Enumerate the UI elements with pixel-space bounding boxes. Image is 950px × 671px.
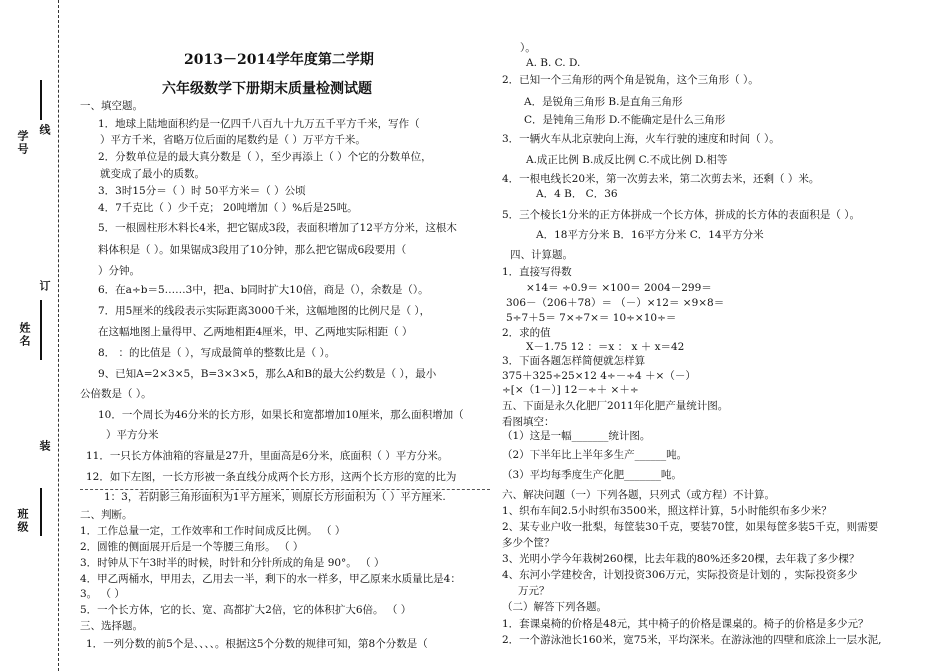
- right-text-line: A. B. C. D.: [526, 57, 581, 69]
- left-text-line: 公倍数是（ ）。: [80, 388, 152, 400]
- name-blank: [40, 300, 42, 360]
- right-text-line: A.成正比例 B.成反比例 C.不成比例 D.相等: [526, 154, 728, 166]
- left-column: [80, 0, 490, 671]
- left-text-line: 二、判断。: [80, 509, 133, 521]
- right-text-line: 2、某专业户收一批梨，每筐装30千克，要装70筐，如果每筐多装5千克，则需要: [502, 521, 879, 533]
- right-text-line: 万元？: [518, 585, 550, 597]
- right-text-line: ）。: [520, 42, 536, 54]
- right-text-line: （2）下半年比上半年多生产______吨。: [502, 449, 688, 461]
- right-text-line: A．18平方分米 B．16平方分米 C．14平方分米: [536, 229, 764, 241]
- right-text-line: 1．直接写得数: [502, 266, 572, 278]
- binding-line: [58, 0, 59, 671]
- right-text-line: （1）这是一幅_______统计图。: [502, 430, 651, 442]
- left-text-line: ）分钟。: [98, 265, 140, 277]
- right-text-line: 375＋325÷25×12 4÷－÷4 ＋×（－）: [502, 370, 696, 382]
- right-text-line: 多少个筐？: [502, 537, 555, 549]
- left-text-line: 一、填空题。: [80, 100, 143, 112]
- right-text-line: 四、计算题。: [510, 249, 573, 261]
- right-text-line: 3．一辆火车从北京驶向上海，火车行驶的速度和时间（ ）。: [502, 133, 780, 145]
- exam-title: 六年级数学下册期末质量检测试题: [162, 81, 372, 97]
- right-text-line: 看图填空：: [502, 416, 555, 428]
- left-text-line: 三、选择题。: [80, 620, 143, 632]
- left-text-line: 9、已知A=2×3×5，B=3×3×5，那么A和B的最大公约数是（ ），最小: [98, 368, 437, 380]
- right-text-line: X－1.75 12 ：＝x ： x ＋ x＝42: [526, 341, 685, 353]
- student-number-blank: [40, 80, 42, 120]
- left-text-line: 就变成了最小的质数。: [100, 168, 205, 180]
- left-text-line: 2．圆锥的侧面展开后是一个等腰三角形。 （ ）: [80, 541, 304, 553]
- right-text-line: 2．已知一个三角形的两个角是锐角，这个三角形（ ）。: [502, 74, 759, 86]
- right-text-line: 4．一根电线长20米，第一次剪去米，第二次剪去米，还剩（ ）米。: [502, 173, 820, 185]
- right-text-line: A．4 B． C．36: [536, 188, 618, 200]
- binding-char: 订: [38, 280, 51, 293]
- left-text-line: 4．甲乙两桶水，甲用去，乙用去一半，剩下的水一样多，甲乙原来水质量比是4：: [80, 573, 461, 585]
- left-text-line: ）平方分米: [106, 429, 159, 441]
- left-text-line: 1：3，若阴影三角形面积为1平方厘米，则原长方形面积为（ ）平方厘米.: [104, 491, 446, 503]
- left-text-line: ）平方千米，省略万位后面的尾数约是（ ）万平方千米。: [100, 134, 366, 146]
- left-text-line: 7．用5厘米的线段表示实际距离3000千米，这幅地图的比例尺是（ ），: [98, 305, 431, 317]
- right-text-line: 2．一个游泳池长160米，宽75米，平均深米。在游泳池的四壁和底涂上一层水泥,: [502, 634, 882, 646]
- right-text-line: 3．下面各题怎样简便就怎样算: [502, 355, 646, 367]
- left-text-line: 1．一列分数的前5个是、、、、。根据这5个分数的规律可知，第8个分数是（: [86, 638, 428, 650]
- right-text-line: 1．套课桌椅的价格是48元，其中椅子的价格是课桌的。椅子的价格是多少元？: [502, 618, 869, 630]
- line-char: 线: [38, 124, 51, 137]
- seal-char: 装: [38, 440, 51, 453]
- left-text-line: 5．一个长方体，它的长、宽、高都扩大2倍，它的体积扩大6倍。 （ ）: [80, 604, 412, 616]
- class-blank: [40, 488, 42, 536]
- left-text-line: 10．一个周长为46分米的长方形，如果长和宽都增加10厘米，那么面积增加（: [98, 409, 464, 421]
- right-text-line: 4、东河小学建校舍，计划投资306万元，实际投资是计划的 ，实际投资多少: [502, 569, 858, 581]
- left-text-line: 1．工作总量一定，工作效率和工作时间成反比例。 （ ）: [80, 525, 346, 537]
- left-text-line: 3．时钟从下午3时半的时候，时针和分针所成的角是 90°。 （ ）: [80, 557, 385, 569]
- left-text-line: 8． ：的比值是（ ），写成最简单的整数比是（ ）。: [98, 347, 336, 359]
- left-text-line: 4．7千克比（ ）少千克； 20吨增加（ ）%后是25吨。: [98, 202, 358, 214]
- binding-margin: [0, 0, 78, 671]
- left-text-line: 12．如下左图，一长方形被一条直线分成两个长方形，这两个长方形的宽的比为: [86, 471, 457, 483]
- right-text-line: （3）平均每季度生产化肥_______吨。: [502, 469, 682, 481]
- right-text-line: ÷[×（1－）] 12－÷＋ ×＋÷: [502, 384, 639, 396]
- right-text-line: 5÷7＋5＝ 7×÷7×＝ 10÷×10÷＝: [506, 312, 677, 324]
- class-label: 班级: [16, 508, 29, 534]
- name-label: 姓名: [18, 322, 31, 348]
- right-text-line: ×14＝ ÷0.9＝ ×100＝ 2004－299＝: [526, 282, 712, 294]
- right-column: [500, 0, 940, 671]
- left-text-line: 料体积是（ ）。如果锯成3段用了10分钟，那么把它锯成6段要用（: [98, 244, 407, 256]
- right-text-line: 六、解决问题（一）下列各题，只列式（或方程）不计算。: [502, 489, 775, 501]
- right-text-line: C．是钝角三角形 D.不能确定是什么三角形: [524, 114, 726, 126]
- right-text-line: （二）解答下列各题。: [502, 601, 607, 613]
- right-text-line: 5．三个棱长1分米的正方体拼成一个长方体，拼成的长方体的表面积是（ ）。: [502, 209, 860, 221]
- left-text-line: 6．在a÷b＝5……3中，把a、b同时扩大10倍，商是（），余数是（）。: [98, 284, 429, 296]
- left-text-line: 2．分数单位是的最大真分数是（ ），至少再添上（ ）个它的分数单位，: [98, 151, 432, 163]
- left-text-line: 在这幅地图上量得甲、乙两地相距4厘米，甲、乙两地实际相距（ ）: [98, 326, 413, 338]
- right-text-line: 306－（206＋78）＝ （－）×12＝ ×9×8＝: [506, 297, 725, 309]
- right-text-line: 3、光明小学今年栽树260棵，比去年栽的80%还多20棵，去年栽了多少棵？: [502, 553, 860, 565]
- exam-year-title: 2013－2014学年度第二学期: [184, 52, 374, 68]
- left-text-line: 3．3时15分＝（ ）时 50平方米＝（ ）公顷: [98, 185, 306, 197]
- left-text-line: 3。 （ ）: [80, 588, 125, 600]
- left-text-line: 1．地球上陆地面积约是一亿四千八百九十九万五千平方千米，写作（: [98, 118, 420, 130]
- right-text-line: 1、织布车间2.5小时织布3500米，照这样计算，5小时能织布多少米？: [502, 505, 832, 517]
- left-text-line: 5．一根圆柱形木料长4米，把它锯成3段，表面积增加了12平方分米，这根木: [98, 222, 457, 234]
- right-text-line: 2．求的值: [502, 327, 551, 339]
- student-number-label: 学号: [16, 130, 29, 156]
- right-text-line: A．是锐角三角形 B.是直角三角形: [524, 96, 683, 108]
- left-text-line: 11．一只长方体油箱的容量是27升，里面高是6分米，底面积（ ）平方分米。: [86, 450, 449, 462]
- right-text-line: 五、下面是永久化肥厂2011年化肥产量统计图。: [502, 400, 729, 412]
